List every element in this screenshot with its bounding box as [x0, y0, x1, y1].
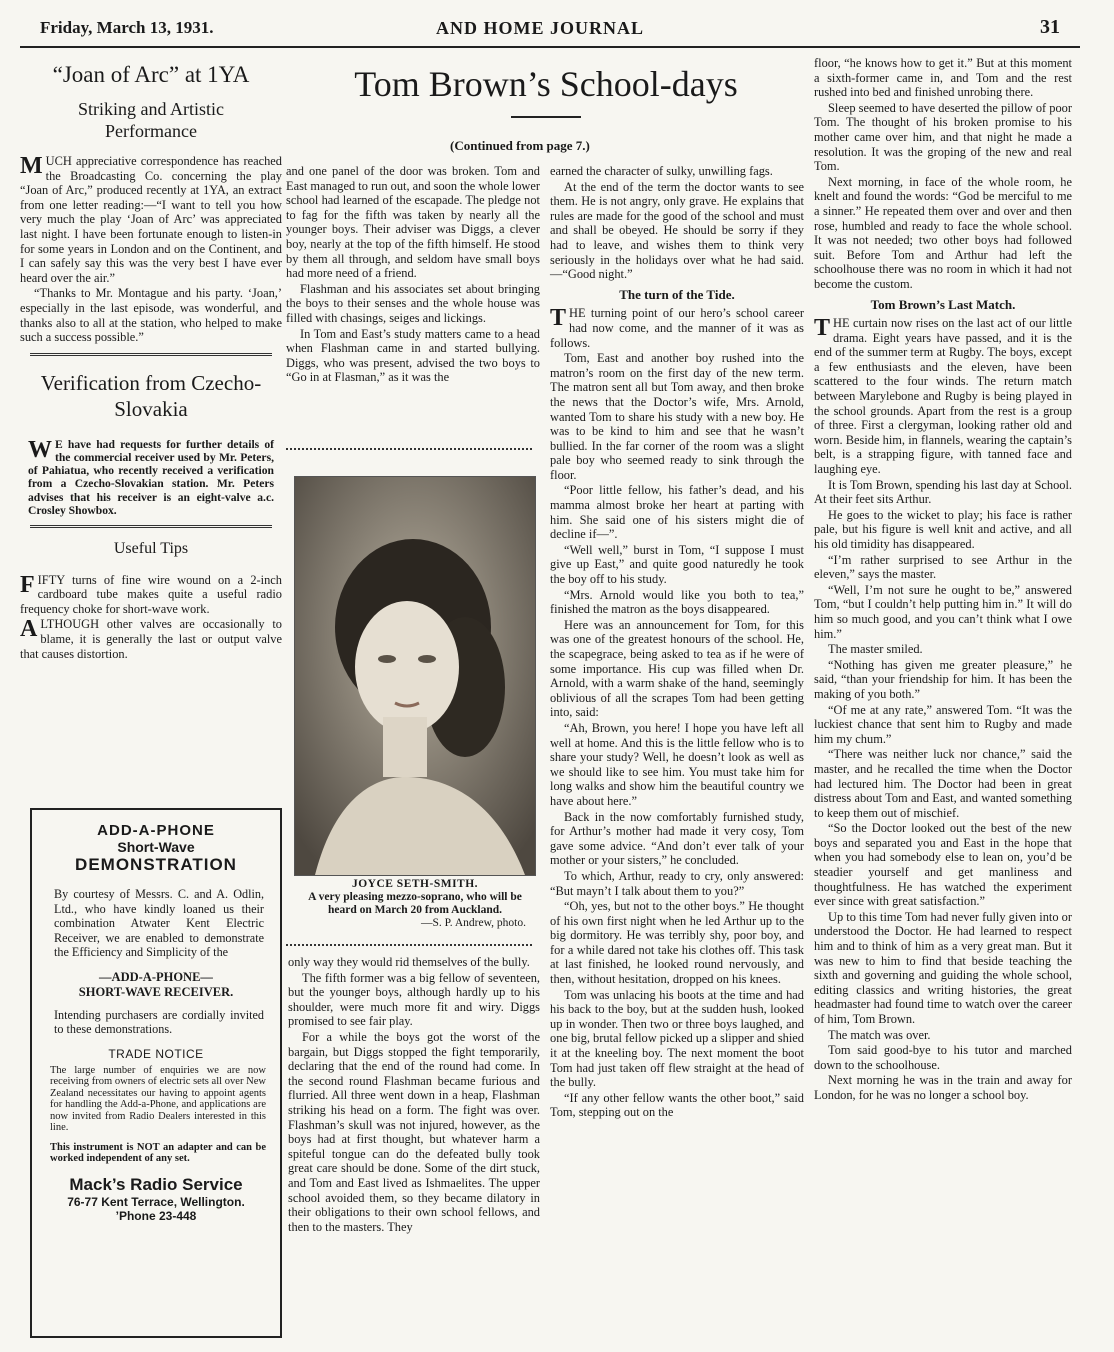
joan-title: “Joan of Arc” at 1YA [52, 62, 250, 87]
trade-notice-body: The large number of enquiries we are now receiving from owners of electric sets all over New Zealand necessitates our having to appoint agents for handling the Add-a-Phone, and applications are now invited from Radio Dealers interested in this line. [50, 1064, 266, 1133]
firm-address: 76-77 Kent Terrace, Wellington. [67, 1194, 245, 1209]
ad-body: By courtesy of Messrs. C. and A. Odlin, Ltd., who have kindly loaned us their combination Atwater Kent Electric Receiver, we are enabled to demonstrate the Efficiency and Simplicity of the [54, 887, 264, 959]
story-paragraph: At the end of the term the doctor wants to see them. He is not angry, only grave. He explains that rules are made for the good of the school and must and shall be obeyed. He should be sorry if they had to leave, and wishes them to think very seriously in the holidays over what he had said.—“Good night.” [550, 179, 804, 282]
story-paragraph: “Poor little fellow, his father’s dead, and his mamma almost broke her heart at parting with him. She said one of his sisters might die of decline if—”. [550, 483, 804, 542]
story-paragraph: “I’m rather surprised to see Arthur in the eleven,” says the master. [814, 552, 1072, 582]
column-1 [20, 62, 282, 662]
story-paragraph: Tom was unlacing his boots at the time and had his back to the boy, but at the sudden hush, looked up in wonder. Then two or three boys laughed, and one big, brutal fellow picked up a slipper and shied it at the kneeling boy. The next moment the boot Tom had just taken off flew straight at the head of the bully. [550, 987, 804, 1090]
joan-paragraph: MUCH appreciative correspondence has reached the Broadcasting Co. concerning the play “Joan of Arc,” produced recently at 1YA, an extract from one letter reading:—“I want to tell you how very much the play ‘Joan of Arc’ was appreciated last night. I have been fortunate enough to listen-in for some years in London and on the Continent, and I can safely say this was the very best I have ever heard over the air.” [20, 153, 282, 285]
story-title: Tom Brown’s School-days [354, 64, 738, 104]
tips-paragraph: ALTHOUGH other valves are occasionally to blame, it is generally the last or output valve that causes distortion. [20, 616, 282, 661]
story-paragraph: Here was an announcement for Tom, for this was one of the greatest honours of the school. He, the scapegrace, being asked to tea as if he were of some importance. His cup was filled when Dr. Arnold, with a warm shake of the hand, seemingly oblivious of all the scrapes Tom had been getting into, said: [550, 617, 804, 720]
caption-text: A very pleasing mezzo-soprano, who will be heard on March 20 from Auckland. [308, 891, 522, 916]
firm-name: Mack’s Radio Service [69, 1174, 243, 1194]
joan-paragraph: “Thanks to Mr. Montague and his party. ‘Joan,’ especially in the last episode, was wonderful, and thanks also to all at the station, who helped to make such a success possible.” [20, 286, 282, 345]
photo-credit: —S. P. Andrew, photo. [421, 917, 526, 929]
masthead: AND HOME JOURNAL [436, 18, 644, 38]
page-number: 31 [1040, 16, 1060, 38]
story-paragraph: “If any other fellow wants the other boot,” said Tom, stepping out on the [550, 1090, 804, 1120]
drop-cap: M [20, 153, 43, 179]
story-paragraph: floor, “he knows how to get it.” But at this moment a sixth-former came in, and Tom and the rest rushed into bed and finished unrobing there. [814, 56, 1072, 100]
story-paragraph: only way they would rid themselves of the bully. [288, 955, 530, 969]
story-paragraph: To which, Arthur, ready to cry, only answered: “But mayn’t I talk about them to you?” [550, 868, 804, 898]
story-paragraph: “Of me at any rate,” answered Tom. “It was the luckiest chance that sent him to Rugby and made him my chum.” [814, 702, 1072, 746]
story-title-area [290, 58, 802, 153]
portrait-photo [294, 476, 536, 876]
story-paragraph: “So the Doctor looked out the best of the new boys and separated you and East in the hope that when you had somebody else to lean on, you’d be steadier yourself and get manliness and thoughtfulness. He has watched the experiment ever since with great satisfaction.” [814, 821, 1072, 909]
ad-headline: ADD-A-PHONE [97, 822, 215, 839]
tips-paragraph: FIFTY turns of fine wire wound on a 2-inch cardboard tube makes quite a useful radio frequency choke for short-wave work. [20, 571, 282, 616]
story-paragraph: Tom said good-bye to his tutor and marched down to the schoolhouse. [814, 1043, 1072, 1072]
ad-body: Intending purchasers are cordially invited to these demonstrations. [54, 1007, 264, 1036]
story-paragraph: “There was neither luck nor chance,” said the master, and he recalled the time when the Doctor had lectured him. The Doctor had been in great distress about Tom and East, and wanted something to keep them out of mischief. [814, 747, 1072, 820]
story-paragraph: It is Tom Brown, spending his last day at School. At their feet sits Arthur. [814, 477, 1072, 507]
ornamental-rule [30, 353, 272, 356]
story-paragraph: “Mrs. Arnold would like you both to tea,” finished the matron as the boys disappeared. [550, 587, 804, 617]
ad-note: This instrument is NOT an adapter and can be worked independent of any set. [50, 1141, 266, 1164]
column-4 [814, 56, 1072, 1104]
story-paragraph: Tom, East and another boy rushed into the matron’s room on the first day of the new term. The matron sent all but Tom away, and then broke the news that the Doctor’s wife, Mrs. Arnold, wanted Tom to share his study with a new boy. He was to be kind to him and see that he wasn’t bullied. In the far corner of the room was a slight pale boy who seemed ready to sink through the floor. [550, 351, 804, 482]
trade-notice-title: TRADE NOTICE [108, 1046, 204, 1061]
ad-product: SHORT-WAVE RECEIVER. [78, 984, 234, 999]
story-paragraph: The master smiled. [828, 642, 923, 657]
divider [286, 448, 532, 450]
story-paragraph: THE turning point of our hero’s school career had now come, and the manner of it was as follows. [550, 305, 804, 350]
firm-phone: ’Phone 23-448 [115, 1208, 197, 1223]
add-a-phone-advertisement [30, 808, 282, 1338]
drop-cap: F [20, 571, 35, 598]
ad-product: —ADD-A-PHONE— [99, 969, 213, 984]
story-paragraph: In Tom and East’s study matters came to a head when Flashman came in and started bullying. Diggs, who was present, advised the two boys to “Go in at Flasman,” as it was the [286, 326, 540, 385]
story-paragraph: Sleep seemed to have deserted the pillow of poor Tom. The thought of his broken promise to his mother came over him, and that night he made a resolution. It was the groping of the new and real Tom. [814, 100, 1072, 174]
title-underline [511, 116, 581, 118]
story-paragraph: earned the character of sulky, unwilling fags. [550, 164, 773, 178]
verification-title: Verification from Czecho-Slovakia [40, 370, 262, 421]
story-paragraph: “Well well,” burst in Tom, “I suppose I must give up East,” and quite good naturedly he took the boy off to his study. [550, 542, 804, 587]
issue-date: Friday, March 13, 1931. [40, 18, 214, 37]
story-paragraph: “Well, I’m not sure he ought to be,” answered Tom, “but I couldn’t help putting him in.” It will do him so much good, and you can’t think what I owe him.” [814, 582, 1072, 641]
divider [286, 944, 532, 946]
story-paragraph: The match was over. [828, 1027, 931, 1042]
drop-cap: W [28, 436, 52, 463]
story-paragraph: For a while the boys got the worst of the bargain, but Diggs stopped the fight temporarily, declaring that the end of the round had come. In the second round Flashman became furious and flurried. All three went down in a heap, Flashman striking his head on a form. The fight was over. Flashman’s skull was not injured, however, as the boys had at first thought, but whatever harm a spiteful tongue can do the defeated bully took great care should be done. Some of the dirt stuck, and Tom and East lived as Ishmaelites. The upper school avoided them, so they became dilatory in their obligations to their own school fellows, and then to the masters. They [288, 1029, 540, 1234]
drop-cap: T [550, 305, 567, 332]
story-paragraph: Flashman and his associates set about bringing the boys to their senses and the whole house was filled with chasings, seiges and lickings. [286, 281, 540, 325]
continued-note: (Continued from page 7.) [450, 138, 590, 153]
story-paragraph: THE curtain now rises on the last act of our little drama. Eight years have passed, and it is the end of the summer term at Rugby. The boys, except a few enthusiasts and the eleven, have been scattered to the four winds. The return match between Marylebone and Rugby is being played in the school grounds. Apart from the rest is a group of three. First a clergyman, looking rather old and worn. Beside him, in flannels, wearing the captain’s belt, is a strapping figure, with tanned face and laughing eye. [814, 315, 1072, 477]
story-paragraph: Next morning he was in the train and away for London, for he was no longer a school boy. [814, 1073, 1072, 1102]
story-paragraph: “Oh, yes, but not to the other boys.” He thought of his own first night when he led Arthur up to the big dormitory. He was terribly shy, poor boy, and for a while dared not take his clothes off. This task at last finished, he looked round nervously, and then, without hesitation, dropped on his knees. [550, 899, 804, 987]
tips-title: Useful Tips [113, 539, 189, 557]
column-2-top [286, 164, 540, 386]
story-paragraph: Up to this time Tom had never fully given into or understood the Doctor. He had learned to respect him and to think of him as a very great man. But it was new to him to find that beside teaching the sixth and governing and guiding the whole school, editing classics and writing histories, the great headmaster had found time to watch over the career of him, Tom Brown. [814, 909, 1072, 1026]
ornamental-rule [30, 525, 272, 528]
story-paragraph: Next morning, in face of the whole room, he knelt and found the words: “God be merciful to me a sinner.” He repeated them over and over and then rose, humbled and ready to face the whole school. It was not needed; two other boys had followed suit. Before Tom and Arthur had left the schoolhouse there was no room in which it had not become the custom. [814, 174, 1072, 291]
story-paragraph: He goes to the wicket to play; his face is rather pale, but his figure is well knit and active, and all his old timidity has disappeared. [814, 507, 1072, 551]
column-2-bottom [288, 955, 540, 1235]
section-heading: Tom Brown’s Last Match. [870, 296, 1016, 312]
drop-cap: A [20, 616, 38, 643]
ad-headline: DEMONSTRATION [75, 855, 237, 874]
story-paragraph: and one panel of the door was broken. Tom and East managed to run out, and soon the whole lower school had learned of the escapade. The pledge not to fag for the fifth was taken by nearly all the younger boys. Their adviser was Diggs, a clever boy, nearly at the top of the fifth himself. He stood by them all through, and seldom have small boys had more need of a friend. [286, 164, 540, 281]
story-paragraph: “Ah, Brown, you here! I hope you have left all well at home. And this is the little fellow who is to share your study? Well, he doesn’t look as well as we should like to see him. You must take him for long walks and show him the beautiful country we have about here.” [550, 720, 804, 808]
ad-headline: Short-Wave [117, 839, 195, 855]
header-rule [20, 46, 1080, 48]
photo-caption [290, 878, 540, 930]
story-paragraph: Back in the now comfortably furnished study, for Arthur’s mother had made it very cosy, Tom gave some advice. “And don’t ever talk of your mother or your sisters,” he concluded. [550, 809, 804, 868]
section-heading: The turn of the Tide. [619, 286, 735, 302]
caption-name: JOYCE SETH-SMITH. [351, 878, 479, 890]
story-paragraph: The fifth former was a big fellow of seventeen, but the younger boys, although hardly up to his shoulder, were much more fit and wiry. Diggs promised to see fair play. [288, 970, 540, 1029]
page-header [40, 18, 1080, 46]
column-3 [550, 164, 804, 1121]
story-paragraph: “Nothing has given me greater pleasure,” he said, “than your friendship for him. It has been the making of you both.” [814, 657, 1072, 701]
joan-subtitle: Striking and Artistic Performance [78, 99, 224, 141]
verification-paragraph: W E have had requests for further details of the commercial receiver used by Mr. Peters, of Pahiatua, who recently received a verification from a Czecho-Slovakian station. Mr. Peters advises that his receiver is an eight-valve a.c. Crosley Showbox. [28, 436, 274, 517]
drop-cap: T [814, 315, 831, 342]
